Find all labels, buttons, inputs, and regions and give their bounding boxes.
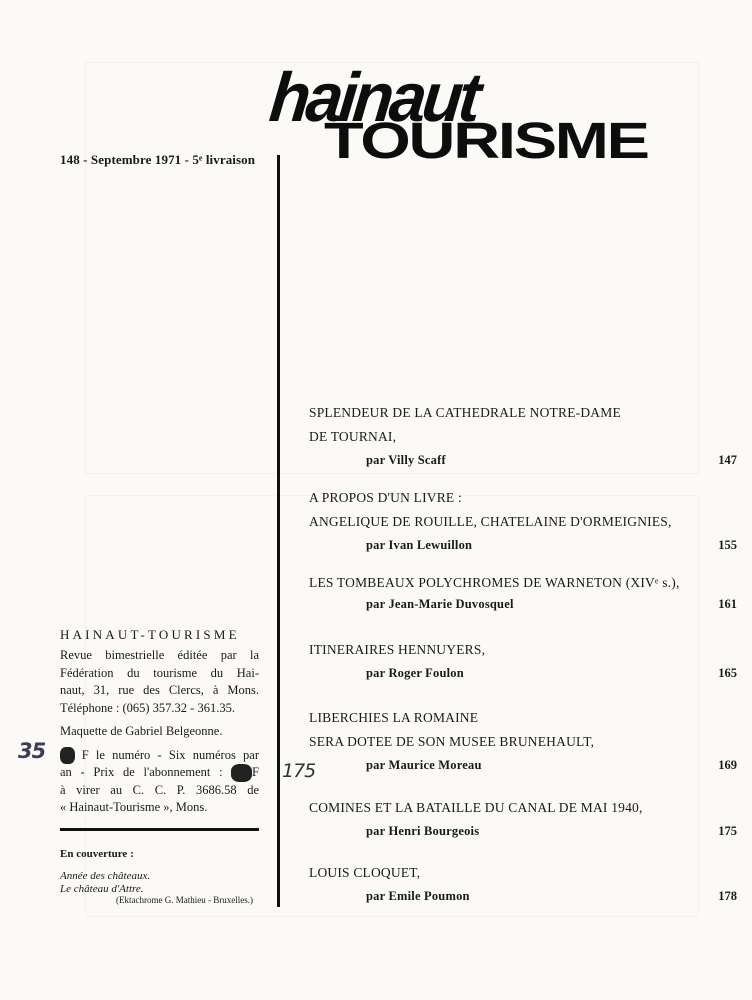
toc-page-number: 175: [718, 824, 737, 838]
toc-title: ITINERAIRES HENNUYERS,: [309, 642, 486, 657]
toc-page-number: 165: [718, 666, 737, 680]
toc-author: par Villy Scaff: [366, 453, 446, 467]
toc-title: SPLENDEUR DE LA CATHEDRALE NOTRE-DAME DE TOURNAI,: [309, 405, 621, 444]
photo-credit: (Ektachrome G. Mathieu - Bruxelles.): [116, 895, 253, 905]
horizontal-divider: [60, 828, 259, 831]
toc-author: par Roger Foulon: [366, 666, 464, 680]
masthead-tourisme: TOURISME: [324, 112, 648, 170]
toc-page-number: 147: [718, 453, 737, 467]
toc-entry: [309, 796, 737, 846]
cover-heading: En couverture :: [60, 848, 134, 860]
issue-info: 148 - Septembre 1971 - 5ᵉ livraison: [60, 152, 256, 167]
colophon-heading: HAINAUT-TOURISME: [60, 627, 240, 642]
cover-caption: Année des châteaux. Le château d'Attre.: [60, 870, 151, 895]
masthead-logo: [266, 57, 732, 178]
publisher-info: Revue bimestrielle éditée par la Fédération du tourisme du Hai- naut, 31, rue des Clercs, à Mons. Téléphone : (065) 357.32 - 361.35.: [60, 648, 259, 715]
toc-entry: [309, 571, 737, 619]
toc-author: par Jean-Marie Duvosquel: [366, 597, 514, 611]
struck-subscription-price: 100: [231, 764, 252, 782]
toc-page-number: 155: [718, 538, 737, 552]
masthead-hainaut: hainaut: [266, 57, 482, 136]
toc-page-number: 178: [718, 889, 737, 903]
struck-issue-price: 20: [60, 747, 75, 765]
toc-title: A PROPOS D'UN LIVRE : ANGELIQUE DE ROUILLE, CHATELAINE D'ORMEIGNIES,: [309, 490, 672, 529]
toc-entry: [309, 401, 737, 475]
design-credit: Maquette de Gabriel Belgeonne.: [60, 724, 223, 738]
toc-title: COMINES ET LA BATAILLE DU CANAL DE MAI 1940,: [309, 800, 643, 815]
toc-title: LOUIS CLOQUET,: [309, 865, 421, 880]
toc-author: par Maurice Moreau: [366, 758, 482, 772]
toc-page-number: 161: [718, 597, 737, 611]
price-info: 20 F le numéro - Six numéros par an - Prix de l'abonnement : 100F à virer au C. C. P. 3686.58 de « Hainaut-Tourisme », Mons.: [60, 747, 259, 814]
toc-entry: [309, 861, 737, 911]
toc-author: par Emile Poumon: [366, 889, 470, 903]
toc-entry: [309, 706, 737, 780]
toc-author: par Ivan Lewuillon: [366, 538, 473, 552]
toc-entry: [309, 638, 737, 688]
toc-page-number: 169: [718, 758, 737, 772]
handwritten-price-note: 35: [18, 739, 46, 763]
toc-entry: [309, 486, 737, 560]
vertical-divider: [277, 155, 280, 907]
toc-title: LES TOMBEAUX POLYCHROMES DE WARNETON (XIVᵉ s.),: [309, 575, 680, 590]
toc-author: par Henri Bourgeois: [366, 824, 480, 838]
toc-title: LIBERCHIES LA ROMAINE SERA DOTEE DE SON MUSEE BRUNEHAULT,: [309, 710, 595, 749]
colophon: [60, 627, 259, 823]
handwritten-subscription-note: 175: [282, 760, 316, 782]
